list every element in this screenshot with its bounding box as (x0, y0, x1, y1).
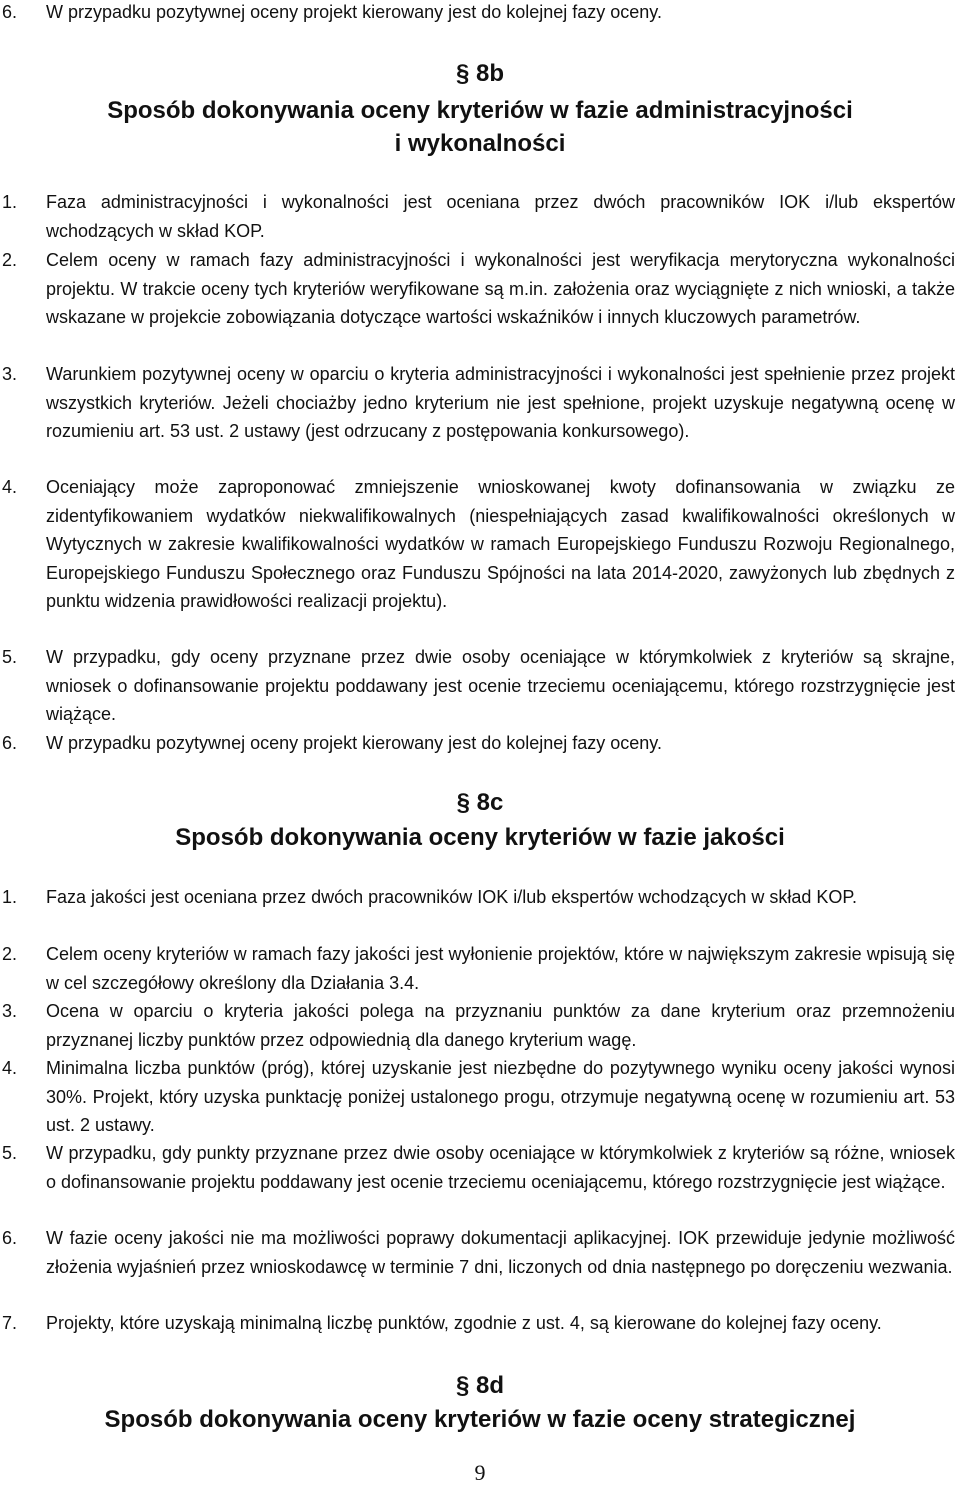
list-item-number: 3. (2, 364, 18, 384)
section-number-8d: § 8d (455, 1372, 505, 1399)
list-item-text: W przypadku, gdy oceny przyznane przez dwie osoby oceniające w którymkolwiek z kryteriów są skrajne, wniosek o dofinansowanie projektu poddawany jest ocenie trzeciemu oceniającemu, którego rozstrzygnięcie jest wiążące. (46, 647, 955, 724)
section-title-8d: Sposób dokonywania oceny kryteriów w fazie oceny strategicznej (104, 1406, 856, 1433)
section-title-8c: Sposób dokonywania oceny kryteriów w fazie jakości (175, 824, 785, 851)
list-item-number: 4. (2, 477, 18, 497)
section-number-8b: § 8b (455, 60, 505, 87)
list-item-text: W fazie oceny jakości nie ma możliwości poprawy dokumentacji aplikacyjnej. IOK przewiduje jedynie możliwość złożenia wyjaśnień przez wnioskodawcę w terminie 7 dni, liczonych od dnia następnego po doręczeniu wezwania. (46, 1228, 955, 1277)
list-item-text: Oceniający może zaproponować zmniejszenie wnioskowanej kwoty dofinansowania w związku ze zidentyfikowaniem wydatków niekwalifikowalnych (niespełniających zasad kwalifikowalności określonych w Wytycznych w zakresie kwalifikowalności wydatków w ramach Europejskiego Funduszu Rozwoju Regionalnego, Europejskiego Funduszu Społecznego oraz Funduszu Spójności na lata 2014-2020, zawyżonych lub zbędnych z punktu widzenia prawidłowości realizacji projektu). (46, 477, 955, 611)
list-item-number: 2. (2, 250, 18, 270)
list-item-text: W przypadku pozytywnej oceny projekt kierowany jest do kolejnej fazy oceny. (46, 733, 662, 753)
list-item-number: 5. (2, 1143, 18, 1163)
list-item-text: Faza jakości jest oceniana przez dwóch pracowników IOK i/lub ekspertów wchodzących w skład KOP. (46, 887, 858, 907)
list-item-number: 6. (2, 1228, 18, 1248)
list-item-number: 6. (2, 733, 18, 753)
list-item-number: 7. (2, 1313, 18, 1333)
list-item-text: Minimalna liczba punktów (próg), której uzyskanie jest niezbędne do pozytywnego wyniku oceny jakości wynosi 30%. Projekt, który uzyska punktację poniżej ustalonego progu, otrzymuje negatywną ocenę w rozumieniu art. 53 ust. 2 ustawy. (46, 1058, 955, 1135)
list-item-text: W przypadku, gdy punkty przyznane przez dwie osoby oceniające w którymkolwiek z kryteriów są różne, wniosek o dofinansowanie projektu poddawany jest ocenie trzeciemu oceniającemu, którego rozstrzygnięcie jest wiążące. (46, 1143, 955, 1192)
list-item-number: 2. (2, 944, 18, 964)
list-item-text: Projekty, które uzyskają minimalną liczbę punktów, zgodnie z ust. 4, są kierowane do kolejnej fazy oceny. (46, 1313, 882, 1333)
list-item-number: 6. (2, 2, 18, 22)
list-item-number: 5. (2, 647, 18, 667)
list-item-text: W przypadku pozytywnej oceny projekt kierowany jest do kolejnej fazy oceny. (46, 2, 662, 22)
section-title-8b-line1: Sposób dokonywania oceny kryteriów w fazie administracyjności (107, 97, 853, 124)
list-item-text: Celem oceny kryteriów w ramach fazy jakości jest wyłonienie projektów, które w największym zakresie wpisują się w cel szczegółowy określony dla Działania 3.4. (46, 944, 955, 993)
list-item-text: Ocena w oparciu o kryteria jakości polega na przyznaniu punktów za dane kryterium oraz przemnożeniu przyznanej liczby punktów przez odpowiednią dla danego kryterium wagę. (46, 1001, 955, 1050)
list-item-number: 4. (2, 1058, 18, 1078)
list-item-text: Faza administracyjności i wykonalności jest oceniana przez dwóch pracowników IOK i/lub ekspertów wchodzących w skład KOP. (46, 192, 955, 241)
page-number: 9 (474, 1460, 486, 1485)
list-item-number: 1. (2, 887, 18, 907)
section-number-8c: § 8c (456, 789, 504, 816)
section-title-8b-line2: i wykonalności (394, 130, 566, 157)
list-item-text: Warunkiem pozytywnej oceny w oparciu o kryteria administracyjności i wykonalności jest spełnienie przez projekt wszystkich kryteriów. Jeżeli chociażby jedno kryterium nie jest spełnione, projekt uzyskuje negatywną ocenę w rozumieniu art. 53 ust. 2 ustawy (jest odrzucany z postępowania konkursowego). (46, 364, 955, 441)
list-item-text: Celem oceny w ramach fazy administracyjności i wykonalności jest weryfikacja merytoryczna wykonalności projektu. W trakcie oceny tych kryteriów weryfikowane są m.in. założenia oraz wyciągnięte z nich wnioski, a także wskazane w projekcie zobowiązania dotyczące wartości wskaźników i innych kluczowych parametrów. (46, 250, 955, 327)
list-item-number: 1. (2, 192, 18, 212)
list-item-number: 3. (2, 1001, 18, 1021)
